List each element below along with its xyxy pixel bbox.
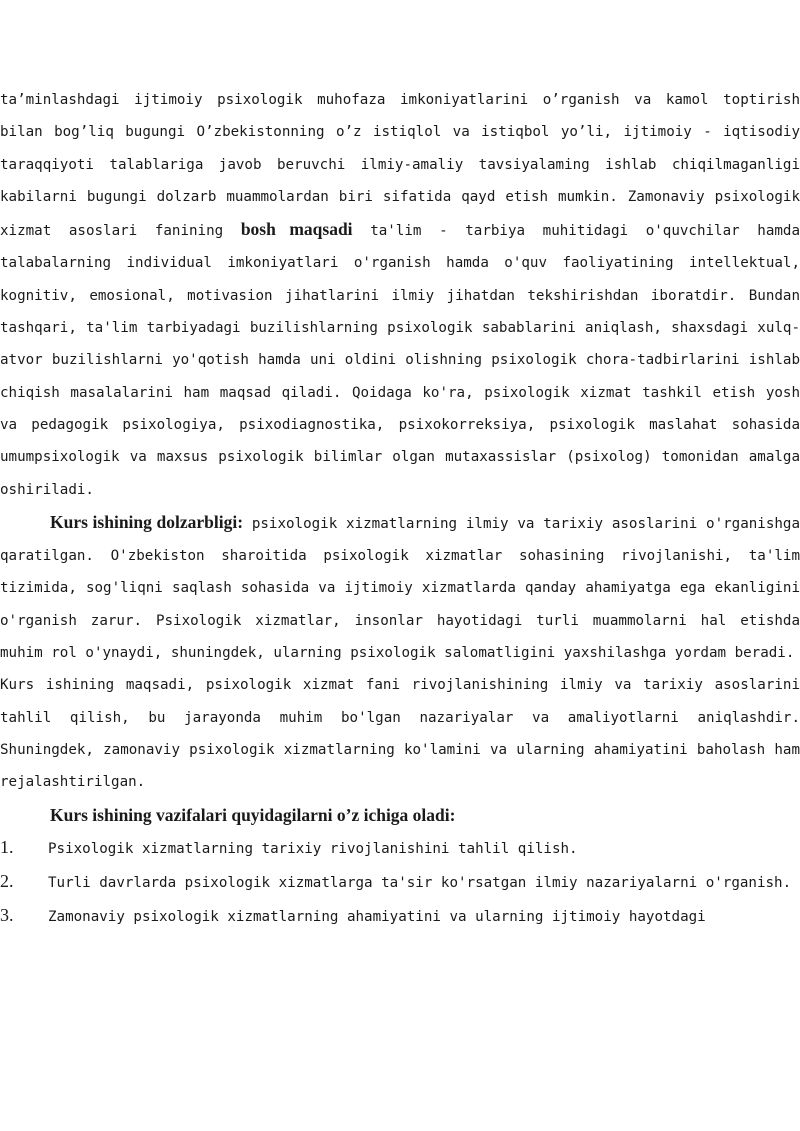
bold-phrase-relevance: Kurs ishining dolzarbligi: xyxy=(50,511,244,532)
paragraph-relevance-rest: psixologik xizmatlarning ilmiy va tarixiy asoslarini o'rganishga qaratilgan. O'zbekiston sharoitida psixologik xizmatlar sohasining rivojlanishi, ta'lim tizimida, sog'liqni saqlash sohasida va ijtimoiy xizmatlarda qanday ahamiyatga ega ekanligini o'rganish zarur. Psixologik xizmatlar, insonlar hayotidagi turli muammolarni hal etishda muhim rol o'ynaydi, shuningdek, ularning psixologik salomatligini yaxshilashga yordam beradi. xyxy=(0,515,800,662)
document-page xyxy=(0,84,800,934)
list-item-number: 3. xyxy=(0,905,14,926)
list-item xyxy=(0,865,800,899)
list-item xyxy=(0,831,800,865)
list-item-number: 1. xyxy=(0,836,14,857)
paragraph-intro-rest: ta'lim - tarbiya muhitidagi o'quvchilar hamda talabalarning individual imkoniyatlari o'rganish hamda o'quv faoliyatining intellektual, kognitiv, emosional, motivasion jihatlarini ilmiy jihatdan tekshirishdan iboratdir. Bundan tashqari, ta'lim tarbiyadagi buzilishlarning psixologik sabablarini aniqlash, shaxsdagi xulq-atvor buzilishlarni yo'qotish hamda uni oldini olishning psixologik chora-tadbirlarini ishlab chiqish masalalarini ham maqsad qiladi. Qoidaga ko'ra, psixologik xizmat tashkil etish yosh va pedagogik psixologiya, psixodiagnostika, psixokorreksiya, psixologik maslahat sohasida umumpsixologik va maxsus psixologik bilimlar olgan mutaxassislar (psixolog) tomonidan amalga oshiriladi. xyxy=(0,223,800,498)
list-item xyxy=(0,899,800,933)
list-item-text: Turli davrlarda psixologik xizmatlarga ta'sir ko'rsatgan ilmiy nazariyalarni o'rganish. xyxy=(48,875,792,892)
bold-phrase-main-goal: bosh maqsadi xyxy=(240,219,353,240)
section-heading-tasks: Kurs ishining vazifalari quyidagilarni o’z ichiga oladi: xyxy=(50,804,456,825)
list-item-text: Zamonaviy psixologik xizmatlarning ahamiyatini va ularning ijtimoiy hayotdagi xyxy=(48,909,706,926)
paragraph-intro-lead: ta’minlashdagi ijtimoiy psixologik muhofaza imkoniyatlarini o’rganish va kamol toptirish bilan bog’liq bugungi O’zbekistonning o’z istiqlol va istiqbol yo’li, ijtimoiy - iqtisodiy taraqqiyoti talablariga javob beruvchi ilmiy-amaliy tavsiyalaming ishlab chiqilmaganligi kabilarni bugungi dolzarb muammolardan biri sifatida qayd etish mumkin. Zamonaviy psixologik xizmat asoslari fanining xyxy=(0,92,800,240)
paragraph-goal: Kurs ishining maqsadi, psixologik xizmat fani rivojlanishining ilmiy va tarixiy asoslarini tahlil qilish, bu jarayonda muhim bo'lgan nazariyalar va amaliyotlarni aniqlashdir. Shuningdek, zamonaviy psixologik xizmatlarning ko'lamini va ularning ahamiyatini baholash ham rejalashtirilgan. xyxy=(0,677,800,791)
paragraph-relevance xyxy=(0,506,800,669)
list-item-number: 2. xyxy=(0,871,14,892)
paragraph-intro xyxy=(0,84,800,506)
list-item-text: Psixologik xizmatlarning tarixiy rivojlanishini tahlil qilish. xyxy=(48,840,578,857)
